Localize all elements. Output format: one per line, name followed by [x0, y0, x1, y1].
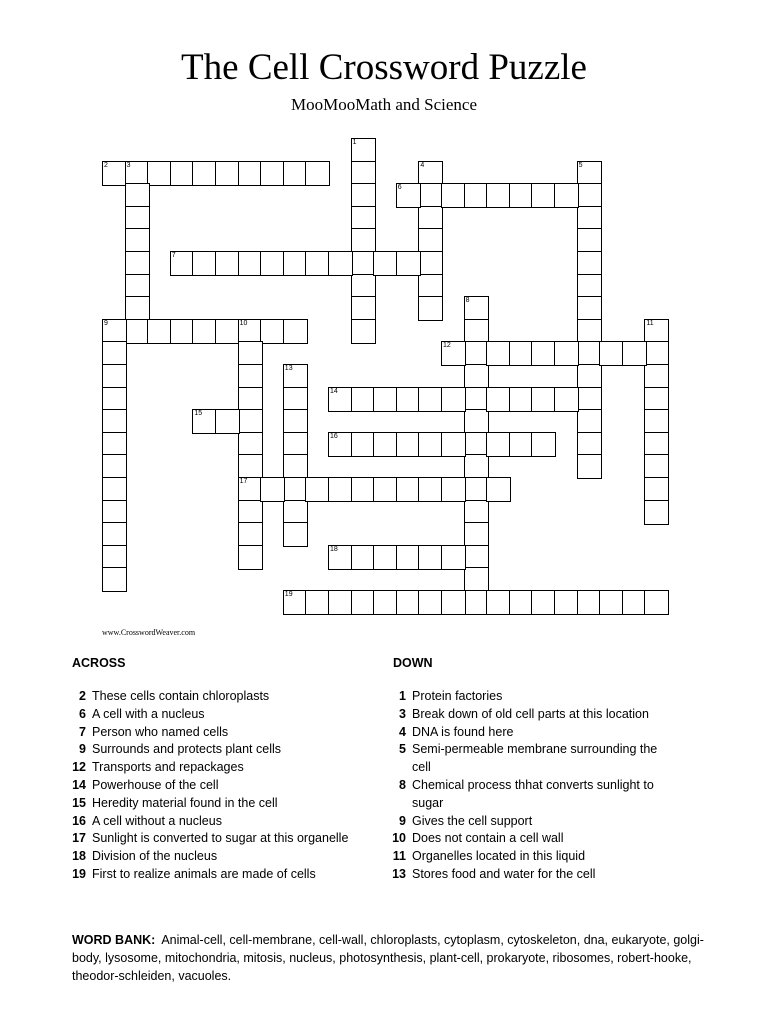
- grid-cell[interactable]: [351, 206, 376, 231]
- down-heading: DOWN: [393, 656, 433, 670]
- grid-cell[interactable]: [644, 454, 669, 479]
- grid-cell[interactable]: [351, 545, 376, 570]
- clue-number: 10: [239, 319, 248, 327]
- grid-cell[interactable]: [102, 432, 127, 457]
- across-heading: ACROSS: [72, 656, 126, 670]
- grid-cell[interactable]: [644, 341, 669, 366]
- grid-cell[interactable]: [125, 228, 150, 253]
- grid-cell[interactable]: [441, 183, 466, 208]
- grid-cell[interactable]: [418, 228, 443, 253]
- grid-cell[interactable]: [644, 432, 669, 457]
- grid-cell[interactable]: [554, 387, 579, 412]
- grid-cell[interactable]: [125, 319, 150, 344]
- grid-cell[interactable]: [125, 161, 150, 186]
- grid-cell[interactable]: [215, 319, 240, 344]
- grid-cell[interactable]: [283, 500, 308, 525]
- down-clue: [384, 688, 674, 706]
- grid-cell[interactable]: [170, 161, 195, 186]
- grid-cell[interactable]: [464, 296, 489, 321]
- clue-number: 1: [352, 139, 357, 146]
- grid-cell[interactable]: [238, 364, 263, 389]
- grid-cell[interactable]: [577, 251, 602, 276]
- grid-cell[interactable]: [238, 161, 263, 186]
- down-clue: [384, 706, 674, 724]
- grid-cell[interactable]: [464, 454, 489, 479]
- grid-cell[interactable]: [328, 387, 353, 412]
- grid-cell[interactable]: [554, 590, 579, 615]
- grid-cell[interactable]: [464, 409, 489, 434]
- grid-cell[interactable]: [464, 387, 489, 412]
- grid-cell[interactable]: [577, 183, 602, 208]
- grid-cell[interactable]: [283, 319, 308, 344]
- grid-cell[interactable]: [644, 590, 669, 615]
- clue-text: Powerhouse of the cell: [92, 777, 219, 792]
- clue-text: First to realize animals are made of cells: [92, 866, 316, 881]
- grid-cell[interactable]: [577, 228, 602, 253]
- grid-cell[interactable]: [464, 590, 489, 615]
- grid-cell[interactable]: [418, 590, 443, 615]
- word-bank-label: WORD BANK:: [72, 933, 156, 947]
- grid-cell[interactable]: [192, 161, 217, 186]
- clue-number: 3: [126, 161, 131, 169]
- clue-number: 17: [239, 478, 248, 485]
- grid-cell[interactable]: [486, 183, 511, 208]
- grid-cell[interactable]: [351, 590, 376, 615]
- grid-cell[interactable]: [238, 387, 263, 412]
- grid-cell[interactable]: [238, 432, 263, 457]
- grid-cell[interactable]: [577, 590, 602, 615]
- grid-cell[interactable]: [464, 567, 489, 592]
- clue-num: 16: [72, 813, 86, 828]
- grid-cell[interactable]: [328, 477, 353, 502]
- grid-cell[interactable]: [238, 341, 263, 366]
- across-clue: [64, 724, 364, 742]
- grid-cell[interactable]: [464, 522, 489, 547]
- grid-cell[interactable]: [351, 387, 376, 412]
- clue-num: 14: [72, 777, 86, 792]
- grid-cell[interactable]: [102, 341, 127, 366]
- grid-cell[interactable]: [238, 454, 263, 479]
- grid-cell[interactable]: [170, 251, 195, 276]
- grid-cell[interactable]: [464, 319, 489, 344]
- grid-cell[interactable]: [238, 409, 263, 434]
- across-clue-list: [64, 688, 364, 884]
- grid-cell[interactable]: [170, 319, 195, 344]
- grid-cell[interactable]: [283, 432, 308, 457]
- grid-cell[interactable]: [102, 545, 127, 570]
- grid-cell[interactable]: [351, 477, 376, 502]
- clue-text: Semi-permeable membrane surrounding the cell: [412, 742, 658, 775]
- clue-num: 3: [399, 706, 406, 721]
- grid-cell[interactable]: [305, 477, 330, 502]
- grid-cell[interactable]: [102, 409, 127, 434]
- grid-cell[interactable]: [102, 319, 127, 344]
- clue-text: Gives the cell support: [412, 813, 533, 828]
- grid-cell[interactable]: [102, 364, 127, 389]
- grid-cell[interactable]: [418, 206, 443, 231]
- grid-cell[interactable]: [396, 432, 421, 457]
- grid-cell[interactable]: [102, 522, 127, 547]
- grid-cell[interactable]: [125, 183, 150, 208]
- grid-cell[interactable]: [328, 590, 353, 615]
- grid-cell[interactable]: [351, 432, 376, 457]
- grid-cell[interactable]: [418, 296, 443, 321]
- grid-cell[interactable]: [486, 432, 511, 457]
- clue-number: 18: [330, 545, 338, 553]
- down-clue: [384, 777, 674, 813]
- clue-num: 9: [399, 813, 406, 828]
- page-subtitle: MooMooMath and Science: [290, 95, 478, 114]
- grid-cell[interactable]: [283, 387, 308, 412]
- grid-cell[interactable]: [464, 364, 489, 389]
- grid-cell[interactable]: [577, 387, 602, 412]
- clue-num: 4: [399, 724, 406, 739]
- grid-cell[interactable]: [464, 545, 489, 570]
- grid-cell[interactable]: [373, 477, 398, 502]
- grid-cell[interactable]: [373, 387, 398, 412]
- grid-cell[interactable]: [351, 183, 376, 208]
- clue-number: 19: [284, 591, 293, 598]
- grid-cell[interactable]: [283, 590, 308, 615]
- grid-cell[interactable]: [125, 206, 150, 231]
- grid-cell[interactable]: [464, 477, 489, 502]
- grid-cell[interactable]: [125, 296, 150, 321]
- grid-cell[interactable]: [125, 274, 150, 299]
- clue-number: 14: [330, 387, 338, 395]
- grid-cell[interactable]: [238, 251, 263, 276]
- grid-cell[interactable]: [260, 251, 285, 276]
- clue-number: 11: [646, 319, 654, 327]
- down-clue: [384, 724, 674, 742]
- grid-cell[interactable]: [599, 590, 624, 615]
- grid-cell[interactable]: [441, 432, 466, 457]
- grid-cell[interactable]: [283, 161, 308, 186]
- grid-cell[interactable]: [577, 161, 602, 186]
- clue-number: 15: [194, 410, 203, 418]
- clue-text: Heredity material found in the cell: [92, 795, 278, 810]
- clue-text: Division of the nucleus: [92, 849, 218, 864]
- grid-cell[interactable]: [418, 477, 443, 502]
- grid-cell[interactable]: [577, 341, 602, 366]
- clue-num: 11: [392, 849, 406, 864]
- clue-num: 12: [72, 760, 86, 775]
- clue-number: 7: [171, 252, 176, 259]
- down-clue: [384, 866, 674, 884]
- grid-cell[interactable]: [531, 387, 556, 412]
- grid-cell[interactable]: [644, 387, 669, 412]
- grid-cell[interactable]: [599, 341, 624, 366]
- grid-cell[interactable]: [215, 251, 240, 276]
- clue-number: 5: [578, 161, 583, 169]
- down-clue: [384, 813, 674, 831]
- clue-num: 19: [72, 866, 86, 881]
- clue-number: 2: [104, 161, 108, 169]
- grid-cell[interactable]: [328, 251, 353, 276]
- clue-num: 8: [399, 777, 406, 792]
- grid-cell[interactable]: [464, 500, 489, 525]
- grid-cell[interactable]: [238, 500, 263, 525]
- grid-cell[interactable]: [531, 341, 556, 366]
- grid-cell[interactable]: [283, 364, 308, 389]
- grid-cell[interactable]: [644, 477, 669, 502]
- grid-cell[interactable]: [102, 387, 127, 412]
- grid-cell[interactable]: [283, 454, 308, 479]
- grid-cell[interactable]: [509, 387, 534, 412]
- grid-cell[interactable]: [373, 432, 398, 457]
- grid-cell[interactable]: [577, 274, 602, 299]
- grid-cell[interactable]: [305, 590, 330, 615]
- grid-cell[interactable]: [351, 251, 376, 276]
- grid-cell[interactable]: [531, 183, 556, 208]
- grid-cell[interactable]: [351, 161, 376, 186]
- clue-number: 13: [284, 365, 293, 372]
- down-clue: [384, 848, 674, 866]
- clue-text: Protein factories: [412, 689, 503, 703]
- across-clue: [64, 795, 364, 813]
- grid-cell[interactable]: [328, 545, 353, 570]
- grid-cell[interactable]: [260, 319, 285, 344]
- clue-num: 18: [72, 849, 86, 864]
- grid-cell[interactable]: [577, 432, 602, 457]
- grid-cell[interactable]: [441, 387, 466, 412]
- grid-cell[interactable]: [328, 432, 353, 457]
- grid-cell[interactable]: [622, 590, 647, 615]
- grid-cell[interactable]: [147, 161, 172, 186]
- grid-cell[interactable]: [215, 161, 240, 186]
- grid-cell[interactable]: [441, 590, 466, 615]
- clue-num: 5: [399, 742, 406, 757]
- grid-cell[interactable]: [418, 161, 443, 186]
- grid-cell[interactable]: [238, 522, 263, 547]
- grid-cell[interactable]: [441, 477, 466, 502]
- grid-cell[interactable]: [554, 183, 579, 208]
- grid-cell[interactable]: [644, 409, 669, 434]
- grid-cell[interactable]: [147, 319, 172, 344]
- grid-cell[interactable]: [102, 477, 127, 502]
- grid-cell[interactable]: [238, 545, 263, 570]
- grid-cell[interactable]: [396, 590, 421, 615]
- clue-text: Sunlight is converted to sugar at this organelle: [92, 831, 349, 846]
- grid-cell[interactable]: [238, 477, 263, 502]
- across-clue: [64, 688, 364, 706]
- clue-number: 9: [104, 319, 108, 327]
- grid-cell[interactable]: [577, 454, 602, 479]
- grid-cell[interactable]: [577, 364, 602, 389]
- across-clue: [64, 813, 364, 831]
- down-clue: [384, 830, 674, 848]
- grid-cell[interactable]: [192, 251, 217, 276]
- grid-cell[interactable]: [644, 319, 669, 344]
- clue-num: 7: [79, 724, 86, 739]
- grid-cell[interactable]: [418, 545, 443, 570]
- page-title: The Cell Crossword Puzzle: [181, 47, 587, 88]
- grid-cell[interactable]: [509, 341, 534, 366]
- grid-cell[interactable]: [509, 590, 534, 615]
- clue-num: 2: [79, 689, 86, 703]
- grid-cell[interactable]: [396, 545, 421, 570]
- clue-text: These cells contain chloroplasts: [92, 689, 270, 703]
- across-clue: [64, 759, 364, 777]
- clue-text: Surrounds and protects plant cells: [92, 742, 281, 757]
- grid-cell[interactable]: [509, 183, 534, 208]
- grid-cell[interactable]: [464, 341, 489, 366]
- grid-cell[interactable]: [396, 387, 421, 412]
- clue-number: 12: [443, 342, 451, 350]
- grid-cell[interactable]: [554, 341, 579, 366]
- word-bank-words: Animal-cell, cell-membrane, cell-wall, chloroplasts, cytoplasm, cytoskeleton, dna, eukaryote, golgi-body, lysosome, mitochondria, mitosis, nucleus, photosynthesis, plant-cell, prokaryote, ribosomes, robert-hooke, theodor-schleiden, vacuoles.: [72, 933, 704, 983]
- grid-cell[interactable]: [351, 228, 376, 253]
- grid-cell[interactable]: [577, 409, 602, 434]
- grid-cell[interactable]: [577, 296, 602, 321]
- grid-cell[interactable]: [305, 251, 330, 276]
- clue-num: 13: [392, 866, 406, 881]
- grid-cell[interactable]: [441, 545, 466, 570]
- clue-text: Organelles located in this liquid: [412, 849, 586, 864]
- grid-cell[interactable]: [102, 454, 127, 479]
- grid-cell[interactable]: [418, 432, 443, 457]
- grid-cell[interactable]: [305, 161, 330, 186]
- grid-cell[interactable]: [509, 432, 534, 457]
- clue-number: 16: [330, 432, 338, 440]
- grid-cell[interactable]: [351, 274, 376, 299]
- grid-cell[interactable]: [418, 387, 443, 412]
- grid-cell[interactable]: [396, 477, 421, 502]
- grid-cell[interactable]: [351, 319, 376, 344]
- grid-cell[interactable]: [418, 251, 443, 276]
- clue-num: 6: [79, 706, 86, 721]
- grid-cell[interactable]: [577, 319, 602, 344]
- clue-text: Chemical process thhat converts sunlight to sugar: [412, 777, 654, 810]
- grid-cell[interactable]: [418, 274, 443, 299]
- grid-cell[interactable]: [260, 477, 285, 502]
- grid-cell[interactable]: [283, 477, 308, 502]
- clue-text: Does not contain a cell wall: [412, 831, 564, 846]
- grid-cell[interactable]: [283, 522, 308, 547]
- grid-cell[interactable]: [102, 161, 127, 186]
- grid-cell[interactable]: [351, 138, 376, 163]
- clue-num: 17: [72, 831, 86, 846]
- grid-cell[interactable]: [373, 545, 398, 570]
- grid-cell[interactable]: [644, 500, 669, 525]
- across-clue: [64, 830, 364, 848]
- across-clue: [64, 777, 364, 795]
- grid-cell[interactable]: [464, 432, 489, 457]
- grid-cell[interactable]: [531, 432, 556, 457]
- grid-cell[interactable]: [418, 183, 443, 208]
- clue-text: Break down of old cell parts at this location: [412, 706, 649, 721]
- across-clue: [64, 741, 364, 759]
- clue-text: Person who named cells: [92, 724, 229, 739]
- grid-cell[interactable]: [351, 296, 376, 321]
- grid-cell[interactable]: [102, 500, 127, 525]
- down-clue-list: [384, 688, 674, 884]
- clue-number: 4: [420, 161, 425, 169]
- grid-cell[interactable]: [192, 319, 217, 344]
- grid-cell[interactable]: [373, 590, 398, 615]
- grid-cell[interactable]: [531, 590, 556, 615]
- grid-cell[interactable]: [260, 161, 285, 186]
- grid-cell[interactable]: [283, 251, 308, 276]
- clue-num: 15: [72, 795, 86, 810]
- word-bank: [72, 932, 712, 985]
- clue-text: A cell without a nucleus: [92, 813, 222, 828]
- grid-cell[interactable]: [373, 251, 398, 276]
- down-clue: [384, 741, 674, 777]
- clue-text: DNA is found here: [412, 724, 514, 739]
- grid-cell[interactable]: [125, 251, 150, 276]
- grid-cell[interactable]: [102, 567, 127, 592]
- grid-cell[interactable]: [486, 387, 511, 412]
- clue-number: 8: [465, 297, 470, 305]
- grid-cell[interactable]: [192, 409, 217, 434]
- grid-cell[interactable]: [622, 341, 647, 366]
- grid-cell[interactable]: [283, 409, 308, 434]
- grid-cell[interactable]: [464, 183, 489, 208]
- grid-cell[interactable]: [396, 183, 421, 208]
- grid-cell[interactable]: [577, 206, 602, 231]
- grid-cell[interactable]: [396, 251, 421, 276]
- clue-num: 10: [392, 831, 406, 846]
- grid-cell[interactable]: [486, 341, 511, 366]
- clue-num: 9: [79, 742, 86, 757]
- across-clue: [64, 706, 364, 724]
- clue-text: Transports and repackages: [92, 760, 244, 775]
- grid-cell[interactable]: [215, 409, 240, 434]
- clue-text: A cell with a nucleus: [92, 706, 205, 721]
- clue-text: Stores food and water for the cell: [412, 866, 596, 881]
- grid-cell[interactable]: [486, 477, 511, 502]
- grid-cell[interactable]: [486, 590, 511, 615]
- across-clue: [64, 866, 364, 884]
- grid-cell[interactable]: [238, 319, 263, 344]
- grid-cell[interactable]: [644, 364, 669, 389]
- credit-text: www.CrosswordWeaver.com: [102, 628, 196, 637]
- across-clue: [64, 848, 364, 866]
- grid-cell[interactable]: [441, 341, 466, 366]
- clue-num: 1: [399, 689, 406, 703]
- clue-number: 6: [397, 184, 402, 192]
